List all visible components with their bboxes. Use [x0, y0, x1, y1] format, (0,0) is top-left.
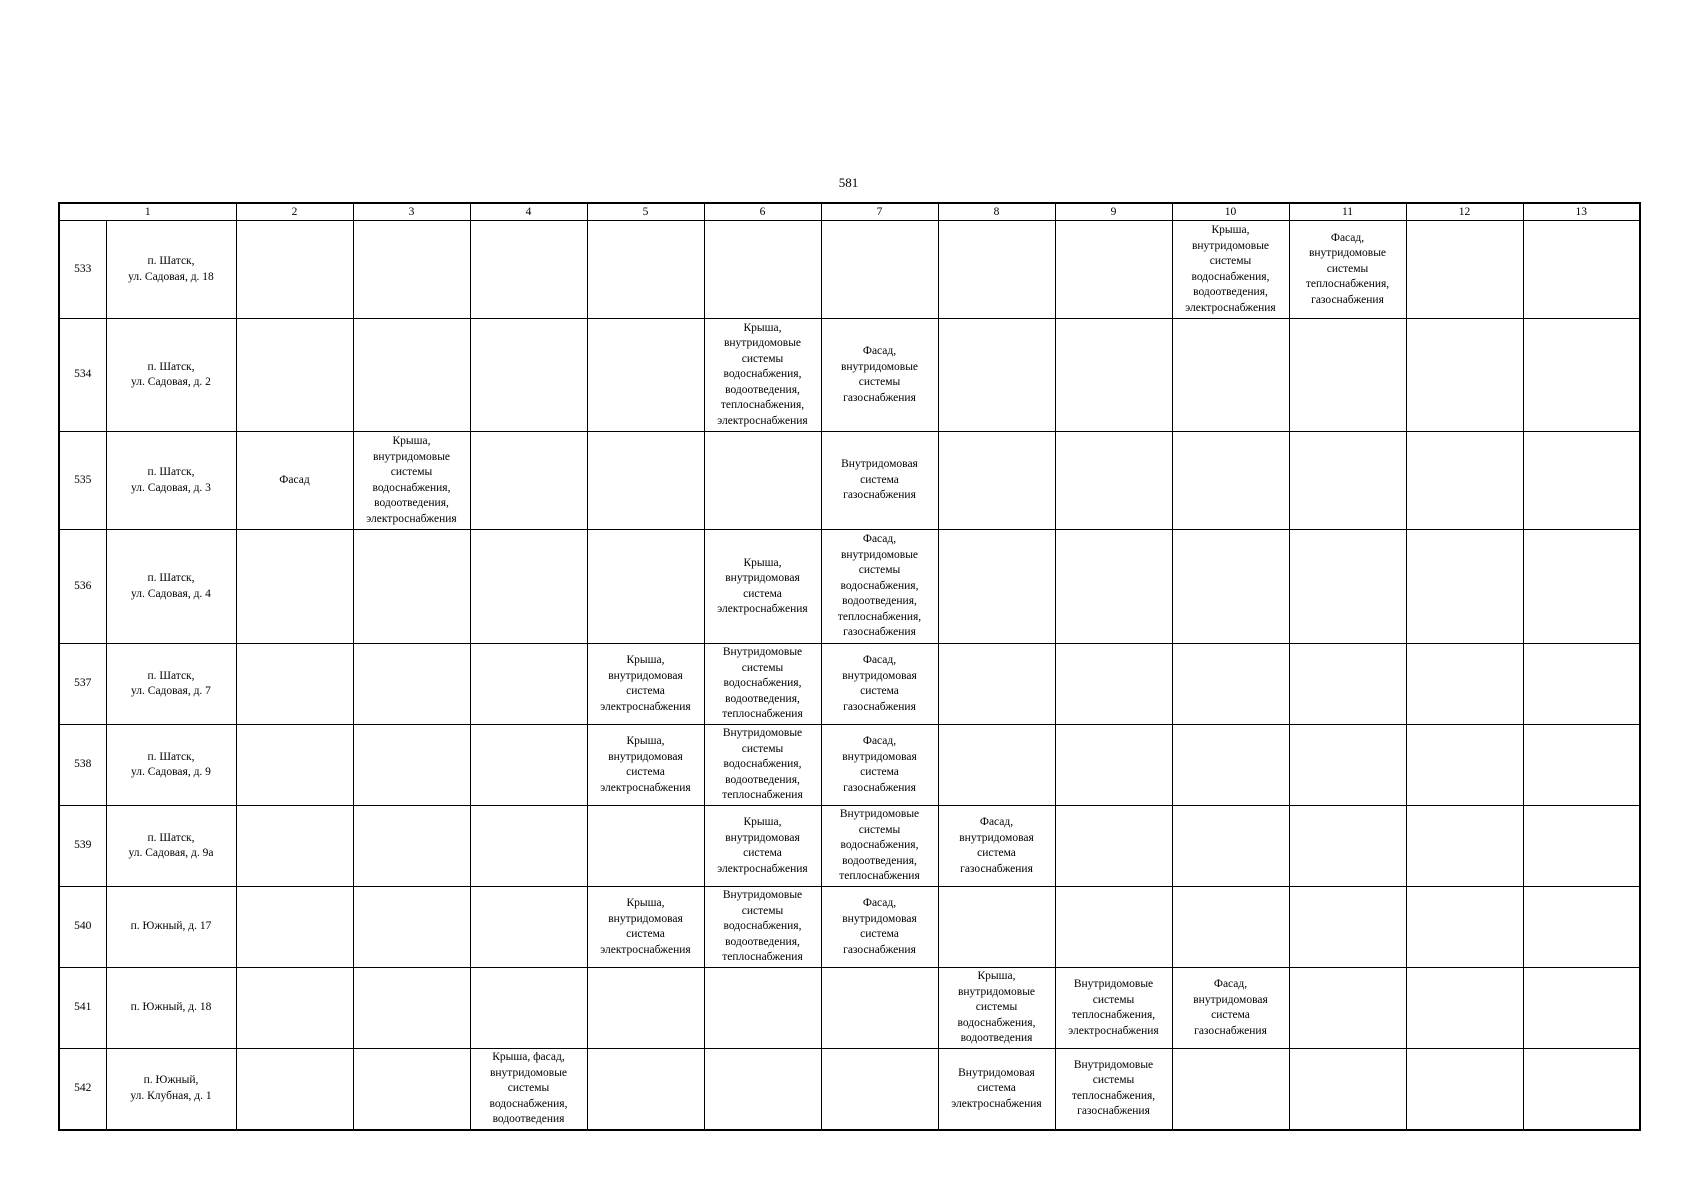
work-cell [1523, 530, 1640, 644]
work-cell [1172, 725, 1289, 806]
work-cell [1172, 319, 1289, 432]
work-cell [704, 432, 821, 530]
row-number-cell: 537 [59, 644, 106, 725]
work-cell [1406, 887, 1523, 968]
row-number-cell: 534 [59, 319, 106, 432]
column-header: 5 [587, 203, 704, 221]
table-row [59, 221, 1640, 319]
row-number-cell: 533 [59, 221, 106, 319]
work-cell: Крыша, фасад, внутридомовые системы водоснабжения, водоотведения [470, 1049, 587, 1130]
work-cell [1406, 221, 1523, 319]
row-number-cell: 540 [59, 887, 106, 968]
address-cell: п. Шатск, ул. Садовая, д. 2 [106, 319, 236, 432]
work-cell [1406, 968, 1523, 1049]
work-cell: Крыша, внутридомовая система электроснабжения [587, 887, 704, 968]
work-cell [1055, 432, 1172, 530]
work-cell [1172, 432, 1289, 530]
work-cell [1406, 432, 1523, 530]
table-row [59, 319, 1640, 432]
column-header: 3 [353, 203, 470, 221]
work-cell [353, 725, 470, 806]
work-cell [236, 221, 353, 319]
work-cell [1055, 806, 1172, 887]
work-cell [587, 968, 704, 1049]
work-cell [1055, 725, 1172, 806]
address-cell: п. Шатск, ул. Садовая, д. 4 [106, 530, 236, 644]
table-row [59, 887, 1640, 968]
row-number-cell: 538 [59, 725, 106, 806]
work-cell [1172, 887, 1289, 968]
work-cell [1172, 1049, 1289, 1130]
work-cell: Крыша, внутридомовая система электроснабжения [704, 530, 821, 644]
work-cell [1406, 806, 1523, 887]
work-cell: Фасад, внутридомовая система газоснабжения [821, 887, 938, 968]
work-cell [353, 644, 470, 725]
table-row [59, 806, 1640, 887]
work-cell [1172, 806, 1289, 887]
work-cell [1523, 725, 1640, 806]
column-header: 9 [1055, 203, 1172, 221]
work-cell [938, 725, 1055, 806]
work-cell [821, 221, 938, 319]
work-cell: Внутридомовые системы водоснабжения, водоотведения, теплоснабжения [704, 887, 821, 968]
address-cell: п. Шатск, ул. Садовая, д. 7 [106, 644, 236, 725]
work-cell [1289, 1049, 1406, 1130]
work-cell: Внутридомовая система электроснабжения [938, 1049, 1055, 1130]
work-cell: Внутридомовые системы теплоснабжения, газоснабжения [1055, 1049, 1172, 1130]
work-cell [1289, 530, 1406, 644]
work-cell [1055, 887, 1172, 968]
work-cell [704, 221, 821, 319]
work-cell: Фасад, внутридомовые системы водоснабжения, водоотведения, теплоснабжения, газоснабжения [821, 530, 938, 644]
column-header: 1 [59, 203, 236, 221]
work-cell [470, 887, 587, 968]
work-cell [938, 221, 1055, 319]
work-cell [821, 1049, 938, 1130]
address-cell: п. Шатск, ул. Садовая, д. 3 [106, 432, 236, 530]
work-cell: Внутридомовые системы теплоснабжения, электроснабжения [1055, 968, 1172, 1049]
work-cell: Внутридомовые системы водоснабжения, водоотведения, теплоснабжения [821, 806, 938, 887]
work-cell: Внутридомовая система газоснабжения [821, 432, 938, 530]
work-cell: Крыша, внутридомовые системы водоснабжения, водоотведения, электроснабжения [353, 432, 470, 530]
work-cell [1055, 319, 1172, 432]
work-cell [1172, 530, 1289, 644]
page-number: 581 [838, 175, 859, 190]
work-cell [821, 968, 938, 1049]
column-header: 4 [470, 203, 587, 221]
work-cell [470, 221, 587, 319]
column-header: 11 [1289, 203, 1406, 221]
table-row [59, 725, 1640, 806]
work-cell [1523, 319, 1640, 432]
work-cell: Крыша, внутридомовая система электроснабжения [704, 806, 821, 887]
work-cell [1289, 968, 1406, 1049]
address-cell: п. Шатск, ул. Садовая, д. 9а [106, 806, 236, 887]
work-cell [587, 319, 704, 432]
work-cell: Фасад, внутридомовая система газоснабжения [821, 725, 938, 806]
work-cell [470, 319, 587, 432]
table-body [59, 221, 1640, 1130]
work-cell [353, 806, 470, 887]
work-cell [1289, 319, 1406, 432]
work-cell [1289, 725, 1406, 806]
row-number-cell: 542 [59, 1049, 106, 1130]
work-cell [587, 530, 704, 644]
work-cell [938, 319, 1055, 432]
work-cell [470, 530, 587, 644]
work-cell [1055, 530, 1172, 644]
table-row [59, 1049, 1640, 1130]
work-cell [587, 806, 704, 887]
work-cell [1289, 644, 1406, 725]
column-header: 12 [1406, 203, 1523, 221]
work-cell [236, 887, 353, 968]
work-cell [938, 432, 1055, 530]
work-cell [1055, 221, 1172, 319]
work-cell [353, 221, 470, 319]
work-cell [1289, 432, 1406, 530]
address-cell: п. Южный, д. 18 [106, 968, 236, 1049]
work-cell [1523, 887, 1640, 968]
work-cell [1523, 644, 1640, 725]
work-cell [704, 1049, 821, 1130]
work-cell: Крыша, внутридомовая система электроснабжения [587, 725, 704, 806]
work-cell [236, 1049, 353, 1130]
work-cell [1406, 725, 1523, 806]
address-cell: п. Шатск, ул. Садовая, д. 18 [106, 221, 236, 319]
work-cell [1055, 644, 1172, 725]
table-row [59, 432, 1640, 530]
table-header [59, 203, 1640, 221]
work-cell [236, 806, 353, 887]
row-number-cell: 536 [59, 530, 106, 644]
work-cell [1406, 1049, 1523, 1130]
work-cell [1523, 968, 1640, 1049]
work-cell: Фасад, внутридомовая система газоснабжения [1172, 968, 1289, 1049]
work-cell [353, 319, 470, 432]
work-cell [236, 530, 353, 644]
work-cell [353, 1049, 470, 1130]
work-cell: Фасад, внутридомовая система газоснабжения [821, 644, 938, 725]
work-cell: Фасад, внутридомовые системы теплоснабжения, газоснабжения [1289, 221, 1406, 319]
row-number-cell: 541 [59, 968, 106, 1049]
work-cell [236, 319, 353, 432]
work-cell: Фасад, внутридомовая система газоснабжения [938, 806, 1055, 887]
work-cell: Крыша, внутридомовые системы водоснабжения, водоотведения [938, 968, 1055, 1049]
work-cell [236, 725, 353, 806]
work-cell [1523, 432, 1640, 530]
row-number-cell: 539 [59, 806, 106, 887]
work-cell [1523, 1049, 1640, 1130]
address-cell: п. Южный, ул. Клубная, д. 1 [106, 1049, 236, 1130]
work-cell [353, 887, 470, 968]
column-header: 2 [236, 203, 353, 221]
work-cell: Крыша, внутридомовые системы водоснабжения, водоотведения, электроснабжения [1172, 221, 1289, 319]
work-cell [470, 725, 587, 806]
work-cell [587, 1049, 704, 1130]
address-cell: п. Шатск, ул. Садовая, д. 9 [106, 725, 236, 806]
work-cell: Внутридомовые системы водоснабжения, водоотведения, теплоснабжения [704, 644, 821, 725]
work-cell: Внутридомовые системы водоснабжения, водоотведения, теплоснабжения [704, 725, 821, 806]
work-cell [1289, 887, 1406, 968]
work-cell [1289, 806, 1406, 887]
row-number-cell: 535 [59, 432, 106, 530]
work-cell [1406, 530, 1523, 644]
work-cell [470, 806, 587, 887]
work-cell: Крыша, внутридомовые системы водоснабжения, водоотведения, теплоснабжения, электроснабжения [704, 319, 821, 432]
work-cell [938, 530, 1055, 644]
table-row [59, 644, 1640, 725]
work-cell [1406, 644, 1523, 725]
work-cell [470, 968, 587, 1049]
column-header: 8 [938, 203, 1055, 221]
column-header: 7 [821, 203, 938, 221]
work-cell [236, 968, 353, 1049]
address-cell: п. Южный, д. 17 [106, 887, 236, 968]
work-cell [587, 432, 704, 530]
table-row [59, 968, 1640, 1049]
column-header: 10 [1172, 203, 1289, 221]
work-cell [938, 644, 1055, 725]
work-cell [236, 644, 353, 725]
work-cell [1523, 806, 1640, 887]
work-cell [938, 887, 1055, 968]
work-cell: Фасад, внутридомовые системы газоснабжения [821, 319, 938, 432]
work-cell [587, 221, 704, 319]
work-cell [353, 530, 470, 644]
work-cell [1523, 221, 1640, 319]
work-cell [1172, 644, 1289, 725]
work-cell [353, 968, 470, 1049]
work-cell [470, 432, 587, 530]
work-cell: Фасад [236, 432, 353, 530]
column-header: 6 [704, 203, 821, 221]
work-cell [470, 644, 587, 725]
table-row [59, 530, 1640, 644]
column-header: 13 [1523, 203, 1640, 221]
work-cell [1406, 319, 1523, 432]
header-row [59, 203, 1640, 221]
register-table [58, 202, 1641, 1131]
work-cell [704, 968, 821, 1049]
work-cell: Крыша, внутридомовая система электроснабжения [587, 644, 704, 725]
